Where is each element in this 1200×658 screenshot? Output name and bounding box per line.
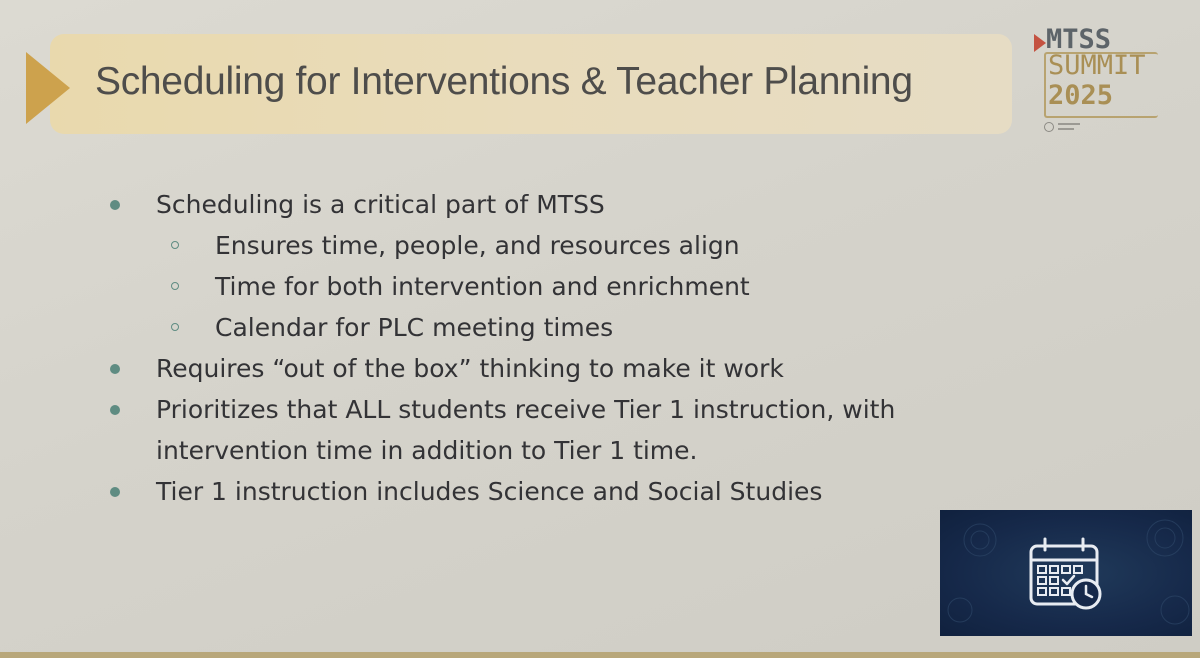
logo-line-3: 2025 — [1048, 80, 1114, 111]
bottom-rule — [0, 652, 1200, 658]
bullet-list — [100, 184, 895, 512]
sub-bullet-item — [100, 307, 895, 348]
title-arrow-icon — [26, 52, 70, 124]
sponsor-mark — [1044, 122, 1084, 134]
sub-bullet-circle-icon — [171, 282, 179, 290]
bullet-continuation — [100, 430, 895, 471]
bullet-dot-icon — [110, 405, 120, 415]
calendar-clock-icon — [940, 510, 1192, 636]
bullet-item — [100, 184, 895, 225]
bullet-item — [100, 348, 895, 389]
bullet-text: Calendar for PLC meeting times — [215, 313, 614, 342]
bullet-item — [100, 471, 895, 512]
sub-bullet-item — [100, 225, 895, 266]
bullet-text: Ensures time, people, and resources align — [215, 231, 740, 260]
bullet-item — [100, 389, 895, 430]
sponsor-dot-icon — [1044, 122, 1054, 132]
logo-line-2: SUMMIT — [1048, 50, 1146, 81]
bullet-text: Time for both intervention and enrichment — [215, 272, 750, 301]
sponsor-bar — [1058, 123, 1080, 125]
mtss-summit-logo — [1030, 22, 1180, 142]
logo-play-icon — [1034, 34, 1046, 52]
bullet-text: Tier 1 instruction includes Science and Social Studies — [156, 477, 823, 506]
sub-bullet-circle-icon — [171, 241, 179, 249]
sponsor-bar — [1058, 128, 1074, 130]
bullet-dot-icon — [110, 200, 120, 210]
logo-line-1: MTSS — [1046, 24, 1112, 55]
bullet-text: Scheduling is a critical part of MTSS — [156, 190, 605, 219]
bullet-text: Requires “out of the box” thinking to make it work — [156, 354, 784, 383]
bullet-text: Prioritizes that ALL students receive Tier 1 instruction, with — [156, 395, 896, 424]
bullet-dot-icon — [110, 487, 120, 497]
sub-bullet-circle-icon — [171, 323, 179, 331]
bullet-text: intervention time in addition to Tier 1 time. — [156, 436, 698, 465]
bullet-dot-icon — [110, 364, 120, 374]
sub-bullet-item — [100, 266, 895, 307]
slide-title: Scheduling for Interventions & Teacher Planning — [95, 60, 913, 103]
calendar-icon-panel — [940, 510, 1192, 636]
